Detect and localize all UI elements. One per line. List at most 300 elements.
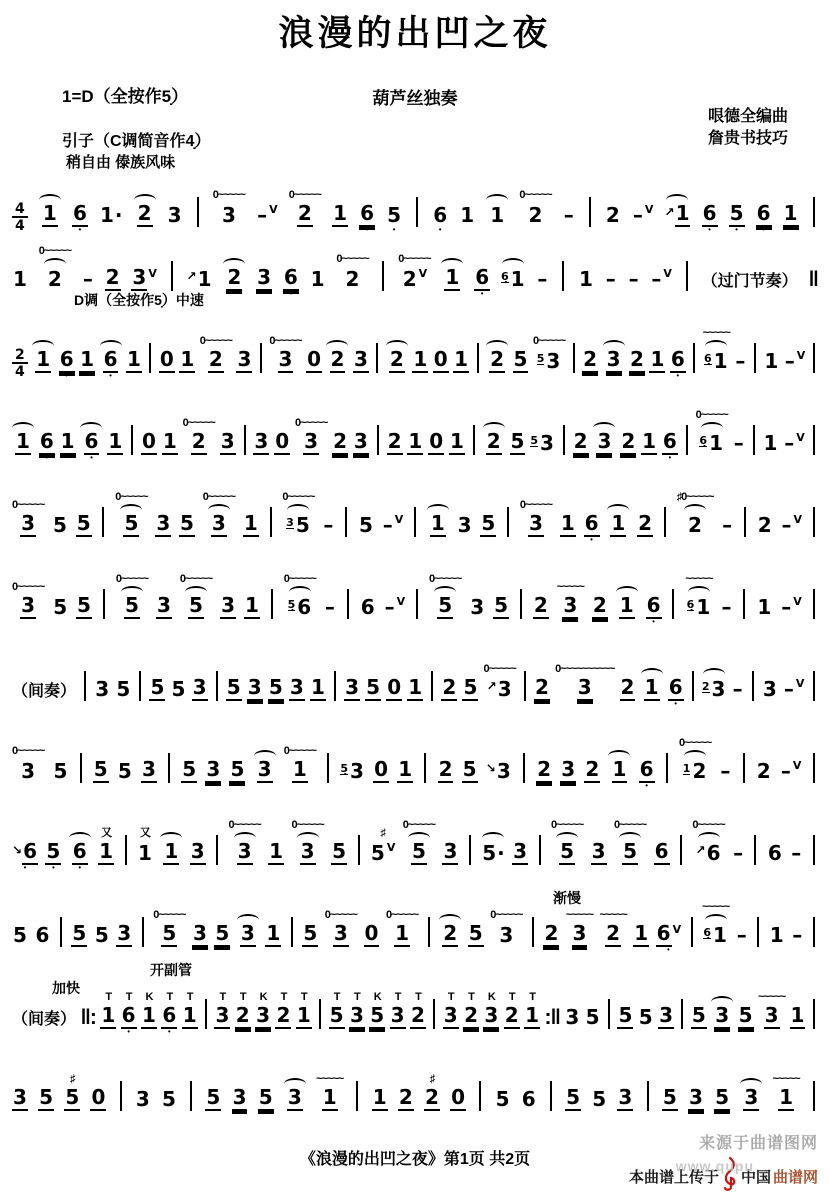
note-value: – — [605, 267, 616, 291]
note — [513, 326, 529, 382]
note-value: 1 — [713, 349, 728, 373]
note: 0~~~~~ ↗ 3 — [483, 663, 516, 701]
note: T 2 — [464, 991, 478, 1027]
music-line-11 — [8, 956, 822, 1038]
note — [702, 654, 727, 710]
breath-mark: V — [793, 513, 802, 526]
note-value: 5 — [53, 595, 68, 619]
note — [662, 408, 678, 464]
note — [155, 490, 171, 546]
note-value: 3 — [565, 1005, 580, 1029]
note — [592, 572, 608, 628]
note — [135, 1064, 151, 1120]
note-value: 5 — [513, 347, 528, 371]
note: 0~~~~~ 3 — [291, 819, 324, 863]
note-value: 2 — [490, 347, 504, 371]
note-value: 1 — [445, 265, 460, 289]
note-value: 3 — [211, 511, 226, 535]
note-value: 3 — [349, 1003, 364, 1027]
barline — [102, 507, 104, 537]
note-value: 5 — [189, 593, 203, 617]
note-value: 0 — [91, 1085, 106, 1109]
note-value: 2 — [425, 1085, 439, 1109]
note: T 6 • — [162, 991, 177, 1036]
note — [656, 900, 681, 956]
note-value: 2 — [105, 265, 120, 289]
note — [93, 736, 109, 792]
credit-arranger: 哏德全编曲 — [707, 108, 788, 125]
note-value: 1 — [13, 267, 27, 291]
note: 0~~~~~ 2 V — [398, 253, 431, 291]
note: 0~~~~~ 5 — [153, 909, 186, 945]
note-value: 3 — [513, 839, 528, 863]
note-value: 3 — [206, 757, 221, 781]
note: 0~~~~~ 2 — [336, 253, 369, 291]
note-value: 1 — [696, 595, 711, 619]
note — [486, 326, 508, 382]
note-value: 3 — [499, 923, 514, 947]
breath-mark: V — [644, 203, 654, 216]
note — [530, 408, 555, 464]
note-value: – — [791, 841, 802, 865]
note: T 3 — [390, 991, 405, 1027]
barline — [479, 1081, 481, 1111]
note — [226, 654, 242, 710]
note-value: 5 — [206, 1085, 221, 1109]
music-line-5 — [8, 464, 822, 546]
note-value: 6 — [584, 511, 599, 535]
barline — [345, 507, 347, 537]
note — [711, 982, 733, 1038]
note: 0~~~~~ 1 2 — [678, 737, 712, 783]
note — [117, 736, 133, 792]
octave-dot: • — [127, 1027, 131, 1036]
note-value: 6 — [297, 595, 312, 619]
slur — [486, 194, 508, 202]
barline — [477, 343, 479, 373]
note-value: 5 — [180, 511, 194, 535]
note-value: 1 — [644, 675, 659, 699]
note-value: 3 — [688, 1085, 703, 1109]
note-value: 6 — [72, 201, 87, 225]
note — [641, 654, 663, 710]
note-value: 3 — [390, 1003, 405, 1027]
note-value: 3 — [221, 593, 235, 617]
note-value: 2 — [688, 513, 702, 537]
note-value: 1 — [310, 267, 325, 291]
note-value: 6 — [767, 841, 782, 865]
watermark-prefix: 本曲谱上传于 — [628, 1168, 719, 1186]
note — [560, 736, 576, 792]
note — [134, 180, 156, 236]
note-value: 5 — [566, 1085, 581, 1109]
note-value: 3 — [353, 347, 368, 371]
watermark — [629, 1130, 818, 1196]
note-value: 2 — [387, 429, 402, 453]
note: ~~~~~ 1 — [772, 1073, 800, 1109]
note-value: 5 — [585, 1005, 600, 1029]
barline — [205, 999, 207, 1029]
note-value: 2 — [533, 593, 548, 617]
note-value: 0 — [307, 347, 321, 371]
note-value: 2 — [276, 1003, 291, 1027]
key-signature: 1=D（全按作5̣） — [62, 87, 189, 106]
note-value: 3 — [190, 839, 205, 863]
barline — [524, 671, 526, 701]
note — [512, 818, 528, 874]
note-value: 3 — [304, 429, 319, 453]
barline — [520, 589, 522, 619]
note — [306, 326, 322, 382]
note-value: 5 — [226, 675, 241, 699]
note — [584, 736, 600, 792]
note-value: 3 — [711, 677, 726, 701]
note-value: 1 — [525, 1003, 540, 1027]
note: 0~~~~~ 3 — [324, 909, 358, 945]
note — [161, 1064, 177, 1120]
note-value: 2 — [606, 921, 621, 945]
note — [641, 408, 657, 464]
note-value: 3 — [254, 429, 269, 453]
note-value: 3 — [764, 1003, 779, 1027]
barline — [743, 753, 745, 783]
note-value: 5 — [117, 759, 132, 783]
note — [253, 408, 269, 464]
note-value: 5 — [303, 921, 318, 945]
note-value: 1 — [408, 429, 423, 453]
note: T 2 — [504, 991, 519, 1027]
note-value: 5 — [46, 839, 61, 863]
note-value: 1 — [16, 429, 30, 453]
gliss-arrow: ↘ — [485, 761, 496, 775]
note — [256, 180, 278, 236]
note-value: 2 — [605, 203, 620, 227]
note-value: 5 — [623, 839, 638, 863]
note — [274, 408, 290, 464]
note-value: 0 — [433, 347, 448, 371]
note-value: 3 — [333, 921, 348, 945]
note-value: – — [780, 759, 791, 783]
note — [332, 408, 348, 464]
octave-dot: • — [392, 225, 396, 234]
note-value: 5 — [116, 677, 131, 701]
note-value: 3 — [287, 1085, 302, 1109]
music-line-8 — [8, 710, 822, 792]
barline — [686, 425, 688, 455]
credits — [708, 106, 788, 150]
annotation: D调（全按作5̣）中速 — [74, 292, 204, 308]
note — [268, 654, 284, 710]
note: T 1 — [101, 991, 116, 1027]
note-value: 5 — [691, 1003, 706, 1027]
note-value: 5 — [125, 593, 139, 617]
grace-note: 5 — [536, 352, 545, 365]
octave-dot: • — [652, 617, 655, 626]
note — [71, 900, 87, 956]
note — [791, 900, 803, 956]
note-value: 3 — [539, 431, 554, 455]
note-value: 5 — [481, 511, 496, 535]
octave-dot: • — [645, 781, 649, 790]
note — [474, 244, 490, 300]
note-value: 3 — [192, 675, 207, 699]
note — [486, 180, 508, 236]
note — [12, 1064, 28, 1120]
note-value: – — [632, 203, 643, 227]
note-value: 3 — [443, 839, 458, 863]
barline — [757, 917, 759, 947]
note-value: – — [733, 431, 744, 455]
barline — [168, 753, 170, 783]
note-value: 5 — [13, 923, 27, 947]
note-value: – — [781, 513, 792, 537]
note-value: – — [384, 595, 395, 619]
note-value: 5 — [171, 677, 186, 701]
note — [12, 900, 28, 956]
note-value: 3 — [21, 759, 36, 783]
octave-dot: • — [78, 225, 82, 234]
note — [372, 1064, 388, 1120]
note — [353, 408, 369, 464]
barline — [813, 917, 815, 947]
note-value: 0 — [364, 921, 379, 945]
note — [591, 1064, 607, 1120]
note: 0~~~~~ 3 — [295, 417, 328, 453]
note-value: 5 — [463, 675, 478, 699]
note — [205, 1064, 221, 1120]
barline — [813, 999, 815, 1029]
note — [483, 408, 505, 464]
note — [468, 900, 484, 956]
note-value: 1 — [398, 757, 413, 781]
note — [721, 490, 733, 546]
note-value: 2 — [443, 921, 458, 945]
grace-note: 3 — [286, 516, 294, 529]
note — [322, 490, 334, 546]
note — [34, 900, 50, 956]
note: T 2 — [410, 991, 425, 1027]
note-value: 5 — [162, 1087, 176, 1111]
note — [578, 244, 594, 300]
note-value: 1 — [60, 429, 75, 453]
note-value: 6 — [360, 595, 375, 619]
barline — [813, 507, 815, 537]
note-value: 2 — [573, 429, 588, 453]
note-value: – — [257, 203, 268, 227]
note — [780, 490, 802, 546]
note-value: 3 — [237, 347, 252, 371]
note-value: 3 — [237, 839, 252, 863]
note — [167, 180, 183, 236]
octave-dot: • — [438, 225, 442, 234]
note — [720, 572, 732, 628]
note-value: 5 — [124, 511, 139, 535]
music-line-9 — [8, 792, 822, 874]
slur — [688, 586, 710, 594]
note-value: 5 — [738, 1003, 753, 1027]
breath-mark: V — [793, 595, 802, 608]
barline — [190, 1081, 192, 1111]
note-value: 5 — [482, 841, 497, 865]
note — [12, 244, 28, 300]
note-value: 3 — [715, 1003, 730, 1027]
barline — [813, 589, 815, 619]
note-value: 5 — [182, 757, 197, 781]
note — [407, 408, 423, 464]
note — [52, 736, 68, 792]
note-value: 5 — [494, 593, 509, 617]
sheet-music-page — [0, 10, 830, 1194]
barline — [813, 1081, 815, 1111]
slur — [705, 914, 727, 922]
note — [691, 982, 707, 1038]
octave-dot: • — [365, 225, 369, 234]
note — [310, 244, 326, 300]
slur — [701, 422, 723, 430]
breath-mark: V — [796, 431, 805, 444]
note-value: 1 — [783, 201, 798, 225]
note-value: 2 — [47, 267, 62, 291]
note-value: 1 — [642, 429, 657, 453]
note-value: – — [720, 759, 731, 783]
note-value: – — [792, 923, 803, 947]
barline — [693, 343, 695, 373]
barline — [60, 917, 62, 947]
barline — [358, 835, 360, 865]
note-value: 1 — [611, 511, 626, 535]
note-value: 5 — [93, 757, 108, 781]
note-value: 1 — [579, 267, 593, 291]
note — [192, 654, 208, 710]
note — [427, 490, 449, 546]
note — [387, 408, 403, 464]
note-value: 3 — [167, 203, 182, 227]
note — [254, 736, 276, 792]
note — [340, 736, 365, 792]
note — [407, 654, 423, 710]
note-value: 2 — [345, 267, 360, 291]
note-value: 5 — [76, 511, 91, 535]
note-value: 6 — [521, 1087, 536, 1111]
barline — [573, 343, 575, 373]
note-value: 3 — [591, 839, 606, 863]
note-value: 3 — [232, 1085, 247, 1109]
inline-text: （间奏） — [12, 683, 77, 700]
note-value: 6 — [103, 347, 118, 371]
note-value: 6 — [475, 265, 490, 289]
octave-dot: • — [109, 371, 112, 380]
augmentation-dot: · — [114, 203, 123, 227]
slur — [703, 668, 725, 676]
barline — [131, 425, 133, 455]
note — [52, 572, 68, 628]
note-value: 3 — [577, 675, 592, 699]
note: 0~~~~~ 3 — [228, 819, 261, 863]
barline — [813, 671, 815, 701]
note: 0~~~~~ 2 — [38, 245, 71, 291]
note-value: 6 — [662, 429, 677, 453]
note — [628, 244, 640, 300]
note-value: 5 — [729, 201, 744, 225]
note-value: 5 — [358, 513, 373, 537]
barline — [433, 999, 435, 1029]
breath-mark: V — [396, 595, 406, 608]
note — [605, 180, 621, 236]
note-value: – — [323, 513, 334, 537]
note-value: – — [784, 349, 795, 373]
barline — [507, 507, 509, 537]
slur — [684, 750, 706, 758]
note-value: 3 — [561, 757, 576, 781]
note-value: 3 — [470, 595, 485, 619]
note: 0~~~~~ 2 — [519, 189, 552, 227]
note — [790, 982, 806, 1038]
note-value: 2 — [208, 347, 223, 371]
note-value: 3 — [528, 511, 543, 535]
note: 0~~~~~ 2 — [182, 417, 215, 453]
note-value: 2 — [227, 265, 242, 289]
annotation: 开副管 — [150, 962, 192, 978]
note — [412, 326, 428, 382]
note — [637, 490, 653, 546]
note — [756, 736, 772, 792]
note-value: 5 — [39, 1085, 54, 1109]
note — [563, 180, 575, 236]
watermark-site-line — [629, 1156, 818, 1196]
octave-dot: • — [590, 535, 593, 544]
note-value: 1 — [101, 1003, 116, 1027]
note-value: 2 — [330, 347, 345, 371]
note — [60, 408, 76, 464]
note-value: 3 — [457, 513, 472, 537]
barline — [550, 1081, 552, 1111]
note: ~~~~~ 6̣ 1 — [702, 327, 730, 373]
note — [160, 818, 182, 874]
note-value: 3 — [289, 675, 304, 699]
note — [510, 408, 526, 464]
music-line-12 — [8, 1038, 822, 1120]
note-value: 5 — [462, 757, 477, 781]
note: T 3 — [443, 991, 458, 1027]
note: 0~~~~~ 5 — [179, 573, 213, 617]
note-value: 3 — [192, 921, 207, 945]
note — [480, 490, 496, 546]
note — [116, 900, 132, 956]
music-line-4 — [8, 382, 822, 464]
octave-dot: • — [78, 863, 82, 872]
note — [439, 900, 461, 956]
note — [620, 408, 636, 464]
note — [573, 408, 589, 464]
octave-dot: • — [674, 699, 678, 708]
note-value: 6 — [670, 347, 685, 371]
note — [729, 180, 745, 236]
note-value: 5 — [510, 429, 525, 453]
note — [386, 326, 408, 382]
note-value: 1 — [612, 757, 627, 781]
note — [433, 326, 449, 382]
barline — [523, 753, 525, 783]
note — [32, 326, 54, 382]
note-value: 3 — [496, 759, 511, 783]
note-value: 1 — [763, 431, 778, 455]
note-value: 3 — [606, 347, 621, 371]
grace-note: 5̣ — [340, 762, 349, 775]
breath-mark: V — [796, 349, 806, 362]
note — [90, 1064, 106, 1120]
note-value: 2 — [630, 347, 644, 371]
gliss-arrow: ↗ — [695, 843, 706, 857]
